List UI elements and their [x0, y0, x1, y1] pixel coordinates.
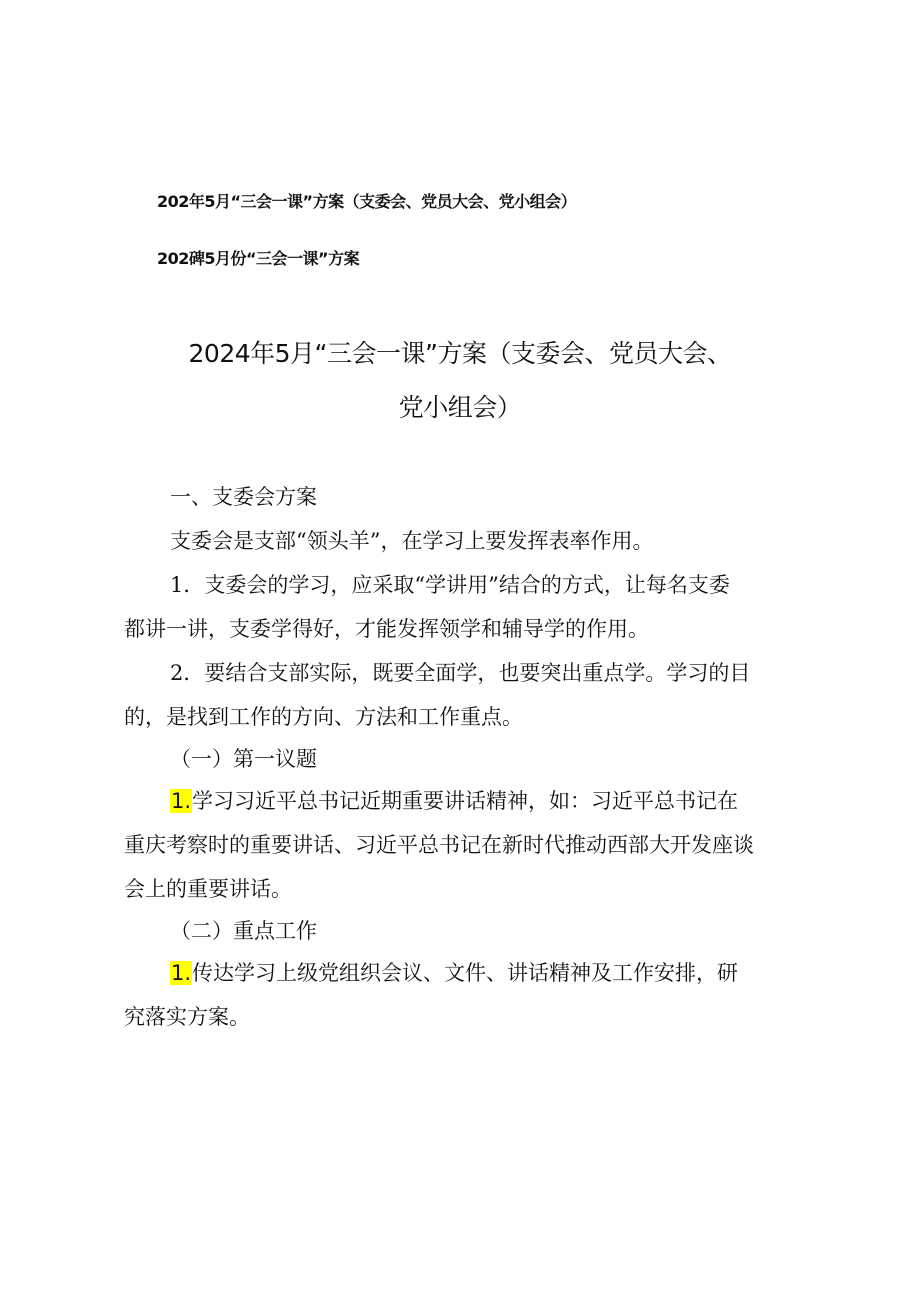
- subsection-item-text: 学习习近平总书记近期重要讲话精神，如：习近平总书记在: [192, 789, 739, 813]
- highlighted-number: 1.: [171, 961, 192, 985]
- highlighted-number: 1.: [171, 789, 192, 813]
- paragraph-intro: 支委会是支部“领头羊”，在学习上要发挥表率作用。: [170, 529, 654, 553]
- section-heading-1: 一、支委会方案: [170, 485, 317, 509]
- subsection-item-line1: [170, 786, 738, 816]
- subsection-item-line3: 会上的重要讲话。: [124, 877, 292, 901]
- paragraph-item2-line1: 2．要结合支部实际，既要全面学，也要突出重点学。学习的目: [170, 661, 751, 685]
- subsection2-item-line1: [170, 958, 738, 988]
- subsection2-item-text: 传达学习上级党组织会议、文件、讲话精神及工作安排，研: [192, 961, 739, 985]
- paragraph-item2-line2: 的，是找到工作的方向、方法和工作重点。: [124, 705, 523, 729]
- toc-entry-1[interactable]: 202年5月“三会一课”方案（支委会、党员大会、党小组会）: [157, 192, 577, 211]
- document-title-line-1: 2024年5月“三会一课”方案（支委会、党员大会、: [188, 339, 732, 368]
- subsection2-item-line2: 究落实方案。: [124, 1005, 250, 1029]
- subsection-heading-1: （一）第一议题: [170, 747, 317, 771]
- paragraph-item1-line2: 都讲一讲，支委学得好，才能发挥领学和辅导学的作用。: [124, 617, 649, 641]
- document-title-line-2: 党小组会）: [398, 393, 522, 422]
- subsection-item-line2: 重庆考察时的重要讲话、习近平总书记在新时代推动西部大开发座谈: [124, 833, 754, 857]
- toc-entry-2[interactable]: 202碑5月份“三会一课”方案: [157, 249, 360, 268]
- paragraph-item1-line1: 1．支委会的学习，应采取“学讲用”结合的方式，让每名支委: [170, 573, 730, 597]
- subsection-heading-2: （二）重点工作: [170, 919, 317, 943]
